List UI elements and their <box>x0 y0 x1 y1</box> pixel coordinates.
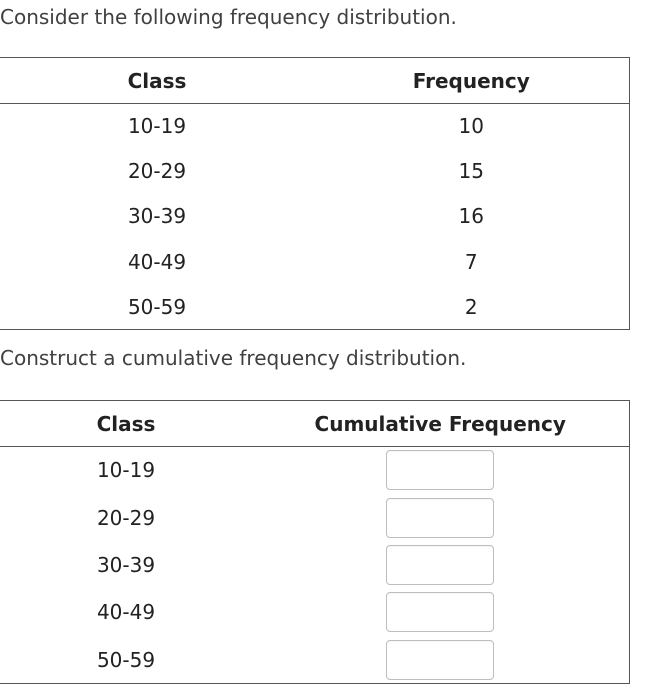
cumulative-frequency-input-40-49[interactable] <box>386 592 494 632</box>
cumulative-frequency-input-10-19[interactable] <box>386 450 494 490</box>
class-cell: 50-59 <box>127 294 187 319</box>
frequency-cell: 16 <box>458 204 484 229</box>
cumulative-frequency-cell <box>252 636 629 683</box>
class-cell: 30-39 <box>96 552 156 577</box>
cumulative-frequency-cell <box>252 589 629 636</box>
class-cell: 10-19 <box>127 114 187 139</box>
table-row <box>0 541 629 588</box>
class-cell: 40-49 <box>127 249 187 274</box>
class-cell: 20-29 <box>127 159 187 184</box>
class-cell: 40-49 <box>96 600 156 625</box>
cumulative-frequency-header: Cumulative Frequency <box>252 401 629 447</box>
question-instruction: Construct a cumulative frequency distribution. <box>0 346 467 370</box>
table-header-row <box>0 58 629 104</box>
table-header-row <box>0 401 629 447</box>
frequency-cell: 7 <box>464 249 478 274</box>
class-header: Class <box>0 401 252 447</box>
frequency-cell: 15 <box>458 159 484 184</box>
cumulative-frequency-cell <box>252 447 629 494</box>
class-cell: 10-19 <box>96 458 156 483</box>
class-cell: 50-59 <box>96 647 156 672</box>
table-row <box>0 239 629 284</box>
frequency-header: Frequency <box>314 58 629 104</box>
frequency-cell: 10 <box>458 114 484 139</box>
cumulative-frequency-input-30-39[interactable] <box>386 545 494 585</box>
table-row <box>0 104 629 149</box>
table-row <box>0 589 629 636</box>
table-row <box>0 284 629 329</box>
cumulative-frequency-table <box>0 400 630 684</box>
cumulative-frequency-input-20-29[interactable] <box>386 498 494 538</box>
table-row <box>0 149 629 194</box>
table-row <box>0 494 629 541</box>
cumulative-frequency-cell <box>252 541 629 588</box>
cumulative-frequency-cell <box>252 494 629 541</box>
class-header: Class <box>0 58 314 104</box>
frequency-cell: 2 <box>464 294 478 319</box>
class-cell: 30-39 <box>127 204 187 229</box>
question-prompt: Consider the following frequency distribution. <box>0 5 457 29</box>
table-row <box>0 194 629 239</box>
cumulative-frequency-input-50-59[interactable] <box>386 640 494 680</box>
table-row <box>0 447 629 494</box>
class-cell: 20-29 <box>96 505 156 530</box>
table-row <box>0 636 629 683</box>
frequency-table <box>0 57 630 330</box>
